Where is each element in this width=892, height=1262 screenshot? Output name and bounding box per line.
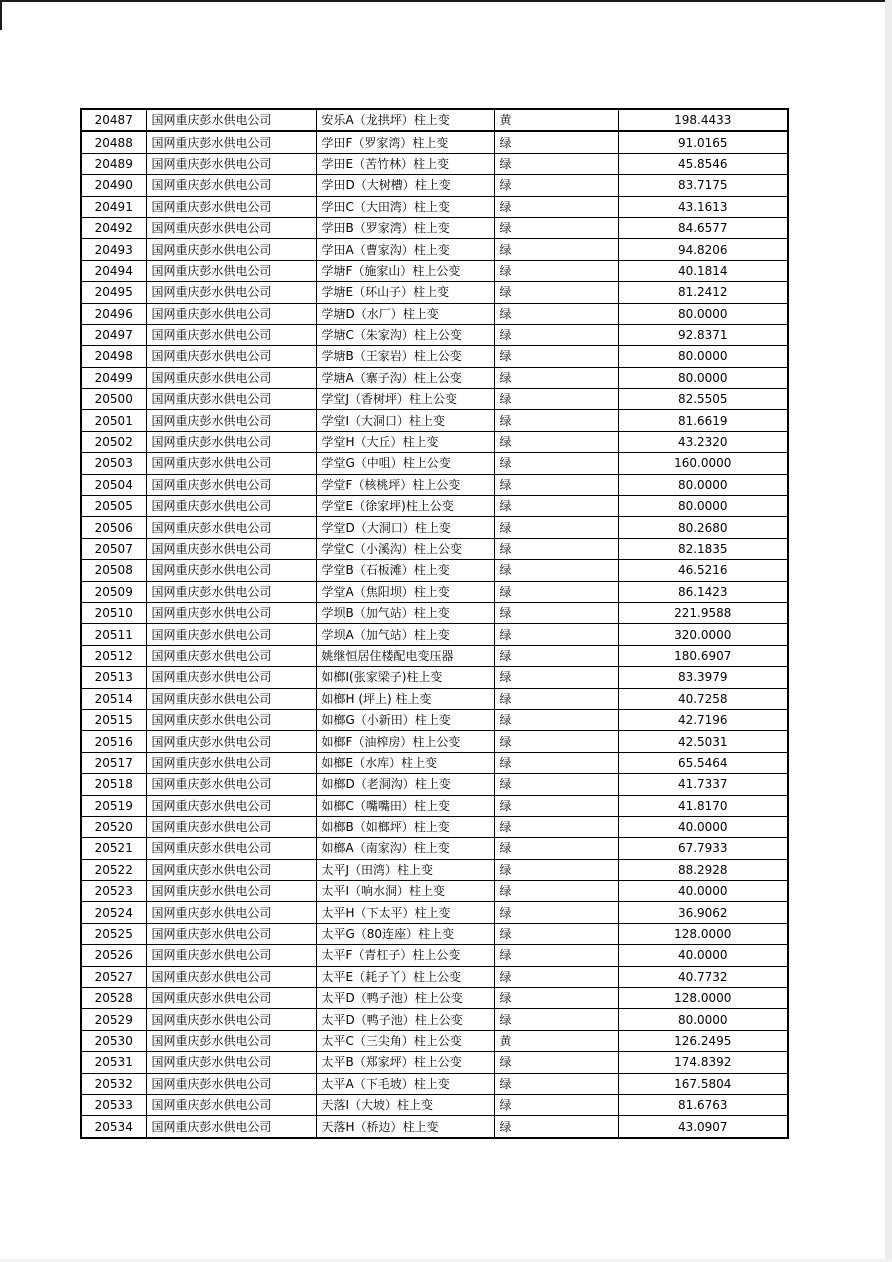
cell-value: 82.5505 [618, 389, 788, 410]
cell-value: 221.9588 [618, 602, 788, 623]
table-row [81, 367, 788, 388]
cell-company: 国网重庆彭水供电公司 [146, 217, 316, 238]
table-row [81, 303, 788, 324]
cell-status: 绿 [494, 966, 618, 987]
table-row [81, 752, 788, 773]
cell-row-id: 20521 [81, 838, 146, 859]
cell-row-id: 20495 [81, 282, 146, 303]
table-row [81, 966, 788, 987]
cell-company: 国网重庆彭水供电公司 [146, 260, 316, 281]
cell-value: 128.0000 [618, 923, 788, 944]
table-row [81, 945, 788, 966]
cell-company: 国网重庆彭水供电公司 [146, 966, 316, 987]
cell-transformer-name: 太平J（田湾）柱上变 [316, 859, 494, 880]
cell-status: 绿 [494, 645, 618, 666]
cell-status: 绿 [494, 474, 618, 495]
cell-transformer-name: 太平G（80连座）柱上变 [316, 923, 494, 944]
cell-company: 国网重庆彭水供电公司 [146, 923, 316, 944]
cell-value: 43.1613 [618, 196, 788, 217]
cell-value: 65.5464 [618, 752, 788, 773]
cell-value: 174.8392 [618, 1052, 788, 1073]
table-row [81, 1052, 788, 1073]
cell-value: 83.7175 [618, 175, 788, 196]
table-body [81, 109, 788, 1138]
table-row [81, 774, 788, 795]
cell-value: 41.8170 [618, 795, 788, 816]
cell-company: 国网重庆彭水供电公司 [146, 1073, 316, 1094]
cell-company: 国网重庆彭水供电公司 [146, 389, 316, 410]
cell-row-id: 20498 [81, 346, 146, 367]
cell-row-id: 20522 [81, 859, 146, 880]
cell-value: 88.2928 [618, 859, 788, 880]
cell-value: 42.7196 [618, 709, 788, 730]
cell-transformer-name: 天落H（桥边）柱上变 [316, 1116, 494, 1138]
cell-status: 绿 [494, 346, 618, 367]
cell-value: 83.3979 [618, 667, 788, 688]
cell-row-id: 20500 [81, 389, 146, 410]
cell-status: 绿 [494, 431, 618, 452]
table-container [80, 108, 789, 1139]
cell-row-id: 20489 [81, 153, 146, 174]
table-row [81, 881, 788, 902]
table-row [81, 795, 788, 816]
cell-company: 国网重庆彭水供电公司 [146, 367, 316, 388]
cell-value: 80.0000 [618, 474, 788, 495]
cell-transformer-name: 安乐A（龙拱坪）柱上变 [316, 109, 494, 131]
cell-row-id: 20505 [81, 496, 146, 517]
transformer-table [80, 108, 789, 1139]
cell-transformer-name: 学田A（曹家沟）柱上变 [316, 239, 494, 260]
cell-transformer-name: 学坝B（加气站）柱上变 [316, 602, 494, 623]
cell-value: 80.0000 [618, 346, 788, 367]
cell-row-id: 20526 [81, 945, 146, 966]
cell-transformer-name: 学堂J（香树坪）柱上公变 [316, 389, 494, 410]
cell-value: 80.0000 [618, 367, 788, 388]
cell-status: 绿 [494, 389, 618, 410]
cell-row-id: 20529 [81, 1009, 146, 1030]
cell-company: 国网重庆彭水供电公司 [146, 902, 316, 923]
cell-transformer-name: 学田D（大树槽）柱上变 [316, 175, 494, 196]
cell-transformer-name: 太平A（下毛坡）柱上变 [316, 1073, 494, 1094]
cell-transformer-name: 太平I（响水洞）柱上变 [316, 881, 494, 902]
cell-value: 81.6763 [618, 1094, 788, 1115]
cell-value: 80.0000 [618, 496, 788, 517]
cell-status: 绿 [494, 945, 618, 966]
table-row [81, 239, 788, 260]
cell-row-id: 20504 [81, 474, 146, 495]
cell-status: 绿 [494, 175, 618, 196]
cell-transformer-name: 如榔C（嘴嘴田）柱上变 [316, 795, 494, 816]
cell-transformer-name: 如榔G（小新田）柱上变 [316, 709, 494, 730]
cell-row-id: 20524 [81, 902, 146, 923]
cell-company: 国网重庆彭水供电公司 [146, 474, 316, 495]
cell-transformer-name: 学塘E（环山子）柱上变 [316, 282, 494, 303]
cell-value: 320.0000 [618, 624, 788, 645]
cell-company: 国网重庆彭水供电公司 [146, 945, 316, 966]
cell-value: 126.2495 [618, 1030, 788, 1051]
table-row [81, 923, 788, 944]
cell-status: 绿 [494, 752, 618, 773]
cell-company: 国网重庆彭水供电公司 [146, 153, 316, 174]
cell-company: 国网重庆彭水供电公司 [146, 667, 316, 688]
cell-status: 绿 [494, 239, 618, 260]
cell-company: 国网重庆彭水供电公司 [146, 131, 316, 153]
cell-transformer-name: 学塘A（寨子沟）柱上公变 [316, 367, 494, 388]
table-row [81, 688, 788, 709]
cell-company: 国网重庆彭水供电公司 [146, 645, 316, 666]
cell-company: 国网重庆彭水供电公司 [146, 109, 316, 131]
cell-transformer-name: 学堂B（石板滩）柱上变 [316, 560, 494, 581]
cell-company: 国网重庆彭水供电公司 [146, 1052, 316, 1073]
table-row [81, 645, 788, 666]
cell-value: 180.6907 [618, 645, 788, 666]
cell-transformer-name: 太平B（郑家坪）柱上公变 [316, 1052, 494, 1073]
cell-transformer-name: 太平H（下太平）柱上变 [316, 902, 494, 923]
table-row [81, 560, 788, 581]
cell-transformer-name: 学堂I（大洞口）柱上变 [316, 410, 494, 431]
table-row [81, 667, 788, 688]
cell-status: 绿 [494, 282, 618, 303]
cell-company: 国网重庆彭水供电公司 [146, 795, 316, 816]
table-row [81, 902, 788, 923]
cell-company: 国网重庆彭水供电公司 [146, 1030, 316, 1051]
cell-row-id: 20508 [81, 560, 146, 581]
cell-status: 绿 [494, 902, 618, 923]
cell-row-id: 20494 [81, 260, 146, 281]
cell-status: 绿 [494, 816, 618, 837]
cell-company: 国网重庆彭水供电公司 [146, 859, 316, 880]
table-row [81, 602, 788, 623]
cell-company: 国网重庆彭水供电公司 [146, 517, 316, 538]
cell-status: 绿 [494, 774, 618, 795]
cell-transformer-name: 学塘D（水厂）柱上变 [316, 303, 494, 324]
cell-row-id: 20519 [81, 795, 146, 816]
cell-value: 128.0000 [618, 988, 788, 1009]
cell-value: 40.0000 [618, 816, 788, 837]
cell-transformer-name: 天落I（大坡）柱上变 [316, 1094, 494, 1115]
cell-company: 国网重庆彭水供电公司 [146, 175, 316, 196]
cell-transformer-name: 太平D（鸭子池）柱上公变 [316, 988, 494, 1009]
cell-transformer-name: 学堂G（中咀）柱上公变 [316, 453, 494, 474]
cell-transformer-name: 学塘F（施家山）柱上公变 [316, 260, 494, 281]
window-left-edge [0, 0, 2, 30]
cell-company: 国网重庆彭水供电公司 [146, 282, 316, 303]
cell-value: 43.0907 [618, 1116, 788, 1138]
cell-status: 黄 [494, 1030, 618, 1051]
cell-status: 绿 [494, 517, 618, 538]
cell-value: 67.7933 [618, 838, 788, 859]
cell-transformer-name: 如榔E（水库）柱上变 [316, 752, 494, 773]
cell-row-id: 20525 [81, 923, 146, 944]
cell-company: 国网重庆彭水供电公司 [146, 731, 316, 752]
cell-status: 绿 [494, 624, 618, 645]
cell-status: 绿 [494, 217, 618, 238]
cell-company: 国网重庆彭水供电公司 [146, 988, 316, 1009]
cell-row-id: 20515 [81, 709, 146, 730]
cell-status: 绿 [494, 538, 618, 559]
cell-company: 国网重庆彭水供电公司 [146, 774, 316, 795]
cell-company: 国网重庆彭水供电公司 [146, 752, 316, 773]
cell-company: 国网重庆彭水供电公司 [146, 581, 316, 602]
cell-status: 绿 [494, 988, 618, 1009]
table-row [81, 196, 788, 217]
cell-company: 国网重庆彭水供电公司 [146, 453, 316, 474]
cell-row-id: 20501 [81, 410, 146, 431]
cell-row-id: 20517 [81, 752, 146, 773]
cell-value: 45.8546 [618, 153, 788, 174]
table-row [81, 581, 788, 602]
cell-row-id: 20531 [81, 1052, 146, 1073]
cell-status: 绿 [494, 131, 618, 153]
cell-row-id: 20532 [81, 1073, 146, 1094]
cell-transformer-name: 如榔B（如榔坪）柱上变 [316, 816, 494, 837]
cell-transformer-name: 太平C（三尖角）柱上公变 [316, 1030, 494, 1051]
cell-value: 40.0000 [618, 881, 788, 902]
cell-status: 绿 [494, 795, 618, 816]
cell-company: 国网重庆彭水供电公司 [146, 410, 316, 431]
table-row [81, 474, 788, 495]
cell-transformer-name: 学堂A（焦阳坝）柱上变 [316, 581, 494, 602]
window-top-edge [0, 0, 892, 2]
table-row [81, 496, 788, 517]
cell-value: 46.5216 [618, 560, 788, 581]
table-row [81, 816, 788, 837]
cell-row-id: 20530 [81, 1030, 146, 1051]
cell-transformer-name: 学堂E（徐家坪)柱上公变 [316, 496, 494, 517]
cell-value: 81.2412 [618, 282, 788, 303]
cell-transformer-name: 太平E（耗子丫）柱上公变 [316, 966, 494, 987]
table-row [81, 453, 788, 474]
cell-status: 绿 [494, 859, 618, 880]
cell-status: 绿 [494, 453, 618, 474]
cell-value: 92.8371 [618, 324, 788, 345]
table-row [81, 1009, 788, 1030]
cell-company: 国网重庆彭水供电公司 [146, 688, 316, 709]
cell-transformer-name: 学坝A（加气站）柱上变 [316, 624, 494, 645]
cell-value: 94.8206 [618, 239, 788, 260]
cell-row-id: 20516 [81, 731, 146, 752]
cell-status: 绿 [494, 731, 618, 752]
table-row [81, 1030, 788, 1051]
table-row [81, 389, 788, 410]
cell-value: 80.2680 [618, 517, 788, 538]
cell-transformer-name: 学塘B（王家岩）柱上公变 [316, 346, 494, 367]
cell-value: 86.1423 [618, 581, 788, 602]
cell-transformer-name: 学堂H（大丘）柱上变 [316, 431, 494, 452]
cell-value: 91.0165 [618, 131, 788, 153]
table-row [81, 709, 788, 730]
cell-status: 绿 [494, 496, 618, 517]
cell-status: 绿 [494, 1073, 618, 1094]
cell-transformer-name: 姚继恒居住楼配电变压器 [316, 645, 494, 666]
cell-row-id: 20510 [81, 602, 146, 623]
cell-row-id: 20490 [81, 175, 146, 196]
cell-row-id: 20497 [81, 324, 146, 345]
table-row [81, 410, 788, 431]
table-row [81, 346, 788, 367]
cell-row-id: 20488 [81, 131, 146, 153]
cell-status: 绿 [494, 709, 618, 730]
cell-transformer-name: 学田F（罗家湾）柱上变 [316, 131, 494, 153]
table-row [81, 131, 788, 153]
cell-row-id: 20493 [81, 239, 146, 260]
cell-company: 国网重庆彭水供电公司 [146, 1009, 316, 1030]
cell-transformer-name: 如榔F（油榨房）柱上公变 [316, 731, 494, 752]
table-row [81, 109, 788, 131]
cell-transformer-name: 太平F（青杠子）柱上公变 [316, 945, 494, 966]
cell-row-id: 20487 [81, 109, 146, 131]
cell-value: 43.2320 [618, 431, 788, 452]
cell-company: 国网重庆彭水供电公司 [146, 838, 316, 859]
cell-status: 绿 [494, 602, 618, 623]
cell-company: 国网重庆彭水供电公司 [146, 196, 316, 217]
cell-row-id: 20514 [81, 688, 146, 709]
table-row [81, 153, 788, 174]
cell-company: 国网重庆彭水供电公司 [146, 303, 316, 324]
cell-value: 40.7258 [618, 688, 788, 709]
cell-company: 国网重庆彭水供电公司 [146, 560, 316, 581]
table-row [81, 624, 788, 645]
cell-status: 绿 [494, 324, 618, 345]
cell-row-id: 20491 [81, 196, 146, 217]
cell-value: 36.9062 [618, 902, 788, 923]
cell-transformer-name: 学塘C（朱家沟）柱上公变 [316, 324, 494, 345]
cell-company: 国网重庆彭水供电公司 [146, 881, 316, 902]
cell-row-id: 20520 [81, 816, 146, 837]
cell-company: 国网重庆彭水供电公司 [146, 1094, 316, 1115]
cell-status: 绿 [494, 1116, 618, 1138]
cell-company: 国网重庆彭水供电公司 [146, 1116, 316, 1138]
cell-status: 绿 [494, 1052, 618, 1073]
cell-row-id: 20511 [81, 624, 146, 645]
cell-row-id: 20534 [81, 1116, 146, 1138]
cell-row-id: 20492 [81, 217, 146, 238]
cell-company: 国网重庆彭水供电公司 [146, 346, 316, 367]
cell-status: 绿 [494, 1009, 618, 1030]
cell-status: 绿 [494, 196, 618, 217]
cell-company: 国网重庆彭水供电公司 [146, 538, 316, 559]
cell-row-id: 20499 [81, 367, 146, 388]
cell-status: 绿 [494, 667, 618, 688]
table-row [81, 1073, 788, 1094]
table-row [81, 260, 788, 281]
cell-row-id: 20507 [81, 538, 146, 559]
cell-transformer-name: 如榔H (坪上) 柱上变 [316, 688, 494, 709]
cell-transformer-name: 如榔A（南家沟）柱上变 [316, 838, 494, 859]
cell-company: 国网重庆彭水供电公司 [146, 239, 316, 260]
cell-value: 84.6577 [618, 217, 788, 238]
table-row [81, 1094, 788, 1115]
cell-transformer-name: 学田C（大田湾）柱上变 [316, 196, 494, 217]
cell-row-id: 20527 [81, 966, 146, 987]
cell-row-id: 20512 [81, 645, 146, 666]
cell-company: 国网重庆彭水供电公司 [146, 324, 316, 345]
cell-status: 绿 [494, 581, 618, 602]
cell-company: 国网重庆彭水供电公司 [146, 709, 316, 730]
cell-company: 国网重庆彭水供电公司 [146, 602, 316, 623]
cell-row-id: 20509 [81, 581, 146, 602]
table-row [81, 517, 788, 538]
cell-row-id: 20518 [81, 774, 146, 795]
cell-value: 40.0000 [618, 945, 788, 966]
table-row [81, 324, 788, 345]
cell-status: 绿 [494, 560, 618, 581]
cell-transformer-name: 学堂F（核桃坪）柱上公变 [316, 474, 494, 495]
cell-value: 40.1814 [618, 260, 788, 281]
cell-status: 绿 [494, 367, 618, 388]
cell-value: 198.4433 [618, 109, 788, 131]
cell-value: 80.0000 [618, 1009, 788, 1030]
cell-transformer-name: 如榔D（老洞沟）柱上变 [316, 774, 494, 795]
table-row [81, 175, 788, 196]
cell-value: 167.5804 [618, 1073, 788, 1094]
cell-row-id: 20523 [81, 881, 146, 902]
cell-transformer-name: 学田E（苦竹林）柱上变 [316, 153, 494, 174]
cell-status: 绿 [494, 303, 618, 324]
table-row [81, 838, 788, 859]
cell-row-id: 20528 [81, 988, 146, 1009]
cell-value: 160.0000 [618, 453, 788, 474]
page-right-edge [885, 0, 892, 1262]
cell-status: 绿 [494, 410, 618, 431]
table-row [81, 859, 788, 880]
cell-company: 国网重庆彭水供电公司 [146, 496, 316, 517]
cell-company: 国网重庆彭水供电公司 [146, 816, 316, 837]
cell-status: 黄 [494, 109, 618, 131]
cell-value: 40.7732 [618, 966, 788, 987]
cell-status: 绿 [494, 688, 618, 709]
table-row [81, 431, 788, 452]
table-row [81, 1116, 788, 1138]
table-row [81, 731, 788, 752]
cell-value: 80.0000 [618, 303, 788, 324]
table-row [81, 538, 788, 559]
cell-transformer-name: 如榔I(张家梁子)柱上变 [316, 667, 494, 688]
cell-status: 绿 [494, 1094, 618, 1115]
cell-value: 41.7337 [618, 774, 788, 795]
cell-transformer-name: 学堂D（大洞口）柱上变 [316, 517, 494, 538]
cell-transformer-name: 学田B（罗家湾）柱上变 [316, 217, 494, 238]
cell-value: 42.5031 [618, 731, 788, 752]
cell-status: 绿 [494, 153, 618, 174]
cell-row-id: 20502 [81, 431, 146, 452]
cell-row-id: 20503 [81, 453, 146, 474]
cell-transformer-name: 太平D（鸭子池）柱上公变 [316, 1009, 494, 1030]
cell-transformer-name: 学堂C（小溪沟）柱上公变 [316, 538, 494, 559]
cell-status: 绿 [494, 838, 618, 859]
cell-value: 81.6619 [618, 410, 788, 431]
cell-value: 82.1835 [618, 538, 788, 559]
cell-row-id: 20533 [81, 1094, 146, 1115]
cell-row-id: 20506 [81, 517, 146, 538]
cell-row-id: 20513 [81, 667, 146, 688]
cell-status: 绿 [494, 881, 618, 902]
table-row [81, 282, 788, 303]
cell-status: 绿 [494, 923, 618, 944]
table-row [81, 988, 788, 1009]
cell-company: 国网重庆彭水供电公司 [146, 431, 316, 452]
cell-status: 绿 [494, 260, 618, 281]
table-row [81, 217, 788, 238]
cell-company: 国网重庆彭水供电公司 [146, 624, 316, 645]
cell-row-id: 20496 [81, 303, 146, 324]
